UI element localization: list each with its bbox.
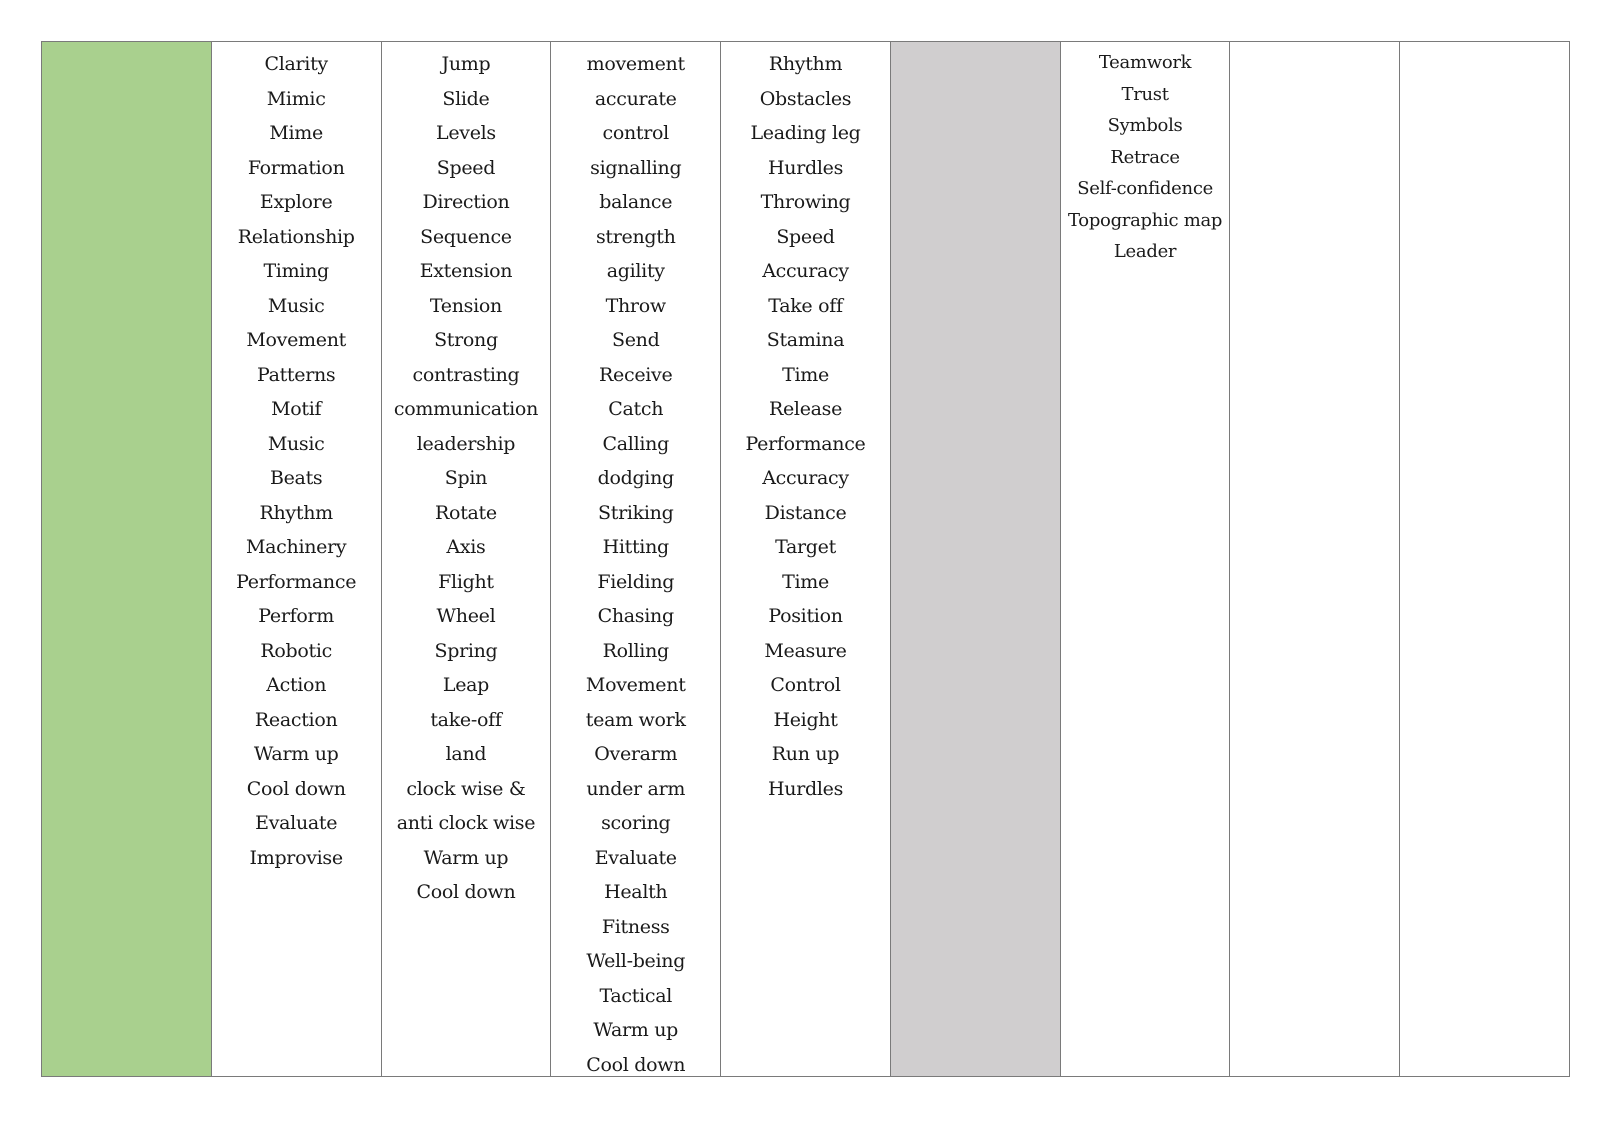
vocabulary-word: Evaluate <box>594 846 677 869</box>
vocabulary-word: Spin <box>444 467 488 489</box>
games-vocabulary-column <box>551 42 721 1076</box>
vocabulary-word: Cool down <box>586 1053 686 1076</box>
vocabulary-word: control <box>602 122 669 144</box>
vocabulary-word: Movement <box>585 674 686 696</box>
vocabulary-word: Time <box>782 570 829 593</box>
vocabulary-word: under arm <box>586 777 686 800</box>
vocabulary-word: Rolling <box>602 639 669 662</box>
vocabulary-word: Action <box>266 674 327 696</box>
vocabulary-word: Sequence <box>420 225 512 248</box>
vocabulary-word: Calling <box>602 432 669 455</box>
vocabulary-word: Take off <box>768 294 843 317</box>
vocabulary-word: Extension <box>419 260 513 282</box>
vocabulary-word: Position <box>768 605 843 627</box>
vocabulary-word: Topographic map <box>1067 209 1223 231</box>
vocabulary-word: Music <box>267 432 325 455</box>
vocabulary-word: Overarm <box>594 743 678 765</box>
vocabulary-word: Trust <box>1121 83 1169 105</box>
vocabulary-word: Cool down <box>246 777 346 800</box>
vocabulary-word: Receive <box>599 363 673 386</box>
vocabulary-word: Spring <box>434 639 498 662</box>
vocabulary-word: Accuracy <box>762 260 849 282</box>
vocabulary-word: agility <box>606 260 665 282</box>
gymnastics-vocabulary-column <box>382 42 552 1076</box>
vocabulary-word: Perform <box>258 605 335 627</box>
vocabulary-word: Clarity <box>264 53 328 75</box>
vocabulary-word: Release <box>768 398 843 420</box>
vocabulary-word: Symbols <box>1107 115 1183 136</box>
vocabulary-word: communication <box>393 398 539 420</box>
vocabulary-word: Tension <box>429 294 502 317</box>
vocabulary-word: Hurdles <box>768 156 844 179</box>
vocabulary-word: dodging <box>597 467 674 489</box>
vocabulary-word: take-off <box>430 708 502 731</box>
vocabulary-word: Flight <box>438 570 494 593</box>
vocabulary-word: Speed <box>776 225 835 248</box>
vocabulary-word: signalling <box>590 156 682 179</box>
empty-column <box>1230 42 1400 1076</box>
vocabulary-word: Time <box>782 363 829 386</box>
vocabulary-word: Height <box>773 708 838 731</box>
vocabulary-word: Leading leg <box>750 122 861 144</box>
vocabulary-word: Warm up <box>423 846 509 869</box>
vocabulary-word: Warm up <box>593 1019 679 1041</box>
vocabulary-word: Health <box>604 881 668 903</box>
vocabulary-word: Hurdles <box>768 777 844 800</box>
vocabulary-word: Performance <box>236 570 357 593</box>
vocabulary-word: Fielding <box>597 570 675 593</box>
vocabulary-word: Striking <box>598 501 674 524</box>
vocabulary-word: Levels <box>436 122 496 144</box>
vocabulary-word: scoring <box>601 812 671 834</box>
vocabulary-word: Music <box>267 294 325 317</box>
vocabulary-word: Cool down <box>416 881 516 903</box>
vocabulary-word: Rhythm <box>768 53 843 75</box>
vocabulary-word: Formation <box>247 156 345 179</box>
vocabulary-word: Slide <box>442 87 490 110</box>
vocabulary-word: clock wise & <box>406 777 526 800</box>
vocabulary-word: Strong <box>434 329 498 351</box>
vocabulary-word: Axis <box>446 536 486 558</box>
vocabulary-word: contrasting <box>412 363 520 386</box>
vocabulary-word: Patterns <box>256 363 336 386</box>
vocabulary-word: land <box>445 743 487 765</box>
vocabulary-word: Improvise <box>249 846 343 869</box>
vocabulary-word: Fitness <box>601 915 670 938</box>
vocabulary-word: Performance <box>745 432 866 455</box>
vocabulary-word: Throwing <box>760 191 851 213</box>
empty-column <box>1400 42 1569 1076</box>
vocabulary-word: Teamwork <box>1098 52 1192 73</box>
vocabulary-word: Run up <box>771 743 840 765</box>
vocabulary-word: Warm up <box>253 743 339 765</box>
vocabulary-word: Measure <box>764 639 847 662</box>
vocabulary-word: Jump <box>441 53 491 75</box>
vocabulary-word: Send <box>612 329 660 351</box>
vocabulary-word: Timing <box>263 260 329 282</box>
vocabulary-word: Robotic <box>260 639 332 662</box>
vocabulary-word: Motif <box>271 398 322 420</box>
vocabulary-word: accurate <box>594 87 677 110</box>
vocabulary-word: Retrace <box>1110 146 1180 168</box>
vocabulary-word: Rhythm <box>259 501 333 524</box>
vocabulary-word: Relationship <box>237 225 355 248</box>
vocabulary-word: Mimic <box>266 87 326 110</box>
vocabulary-word: movement <box>586 53 685 75</box>
vocabulary-word: Stamina <box>766 329 845 351</box>
vocabulary-word: Wheel <box>436 605 496 627</box>
vocabulary-word: Hitting <box>602 536 669 558</box>
vocabulary-word: Catch <box>608 398 664 420</box>
dance-vocabulary-column <box>212 42 382 1076</box>
vocabulary-word: Movement <box>246 329 346 351</box>
vocabulary-word: Self-confidence <box>1077 178 1213 199</box>
vocabulary-word: strength <box>595 225 676 248</box>
vocabulary-word: Direction <box>422 191 510 213</box>
vocabulary-word: Reaction <box>254 708 338 731</box>
vocabulary-word: balance <box>599 191 673 213</box>
vocabulary-word: anti clock wise <box>396 812 536 834</box>
vocabulary-word: team work <box>585 708 686 731</box>
vocabulary-word: Mime <box>269 122 323 144</box>
vocabulary-word: Target <box>775 536 836 558</box>
vocabulary-word: Accuracy <box>762 467 849 489</box>
vocabulary-word: Well-being <box>586 950 686 972</box>
vocabulary-word: Speed <box>436 156 496 179</box>
green-header-column <box>42 42 212 1076</box>
vocabulary-word: Distance <box>764 501 847 524</box>
vocabulary-word: Chasing <box>597 605 674 627</box>
vocabulary-word: Obstacles <box>759 87 852 110</box>
vocabulary-word: Leader <box>1113 241 1177 262</box>
outdoor-adventure-vocabulary-column <box>1061 42 1231 1076</box>
vocabulary-word: Explore <box>259 191 333 213</box>
vocabulary-word: Leap <box>442 674 490 696</box>
vocabulary-word: Evaluate <box>255 812 338 834</box>
vocabulary-word: Rotate <box>435 501 497 524</box>
vocabulary-word: Machinery <box>246 536 347 558</box>
vocabulary-table <box>41 41 1570 1077</box>
vocabulary-word: Tactical <box>599 984 672 1007</box>
vocabulary-word: Throw <box>605 294 666 317</box>
athletics-vocabulary-column <box>721 42 891 1076</box>
vocabulary-word: leadership <box>416 432 516 455</box>
vocabulary-word: Beats <box>269 467 323 489</box>
vocabulary-word: Control <box>770 674 841 696</box>
grey-empty-column <box>891 42 1061 1076</box>
